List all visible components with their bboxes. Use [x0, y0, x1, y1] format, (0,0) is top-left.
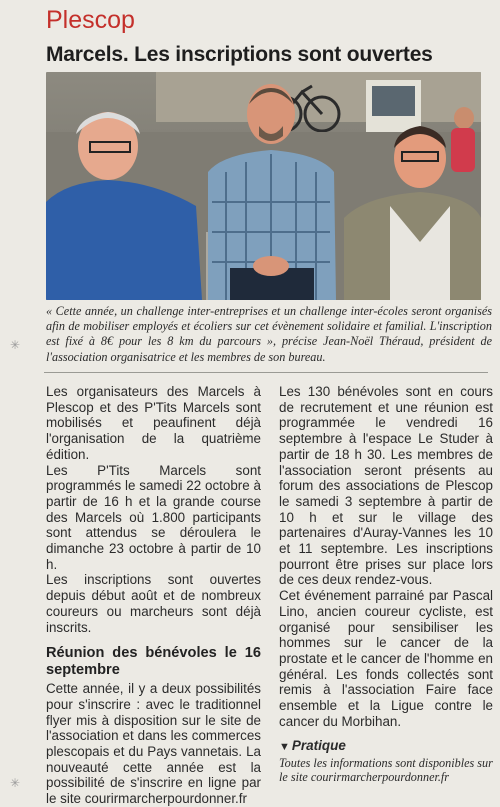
- triangle-down-icon: ▼: [279, 741, 290, 754]
- left-column: [46, 384, 261, 807]
- paragraph: Les 130 bénévoles sont en cours de recrutement et une réunion est programmée le vendredi 16 septembre à l'espace Le Studer à partir de 18 h 30. Les membres de l'association seront présents au forum des associations de Plescop le samedi 3 septembre à partir de 10 h et sur le village des partenaires d'Auray-Vannes les 10 et 11 septembre. Les inscriptions pourront être prises sur place lors de ces deux rendez-vous.: [279, 384, 493, 588]
- paragraph: Les organisateurs des Marcels à Plescop et des P'Tits Marcels sont mobilisés et peaufinent déjà l'organisation de la quatrième édition.: [46, 384, 261, 462]
- paragraph: Les inscriptions sont ouvertes depuis début août et de nombreux coureurs ou marcheurs sont déjà inscrits.: [46, 572, 261, 635]
- pratique-title: Pratique: [291, 738, 346, 754]
- subheading: Réunion des bénévoles le 16 septembre: [46, 645, 261, 679]
- photo-illustration: [46, 72, 481, 300]
- headline: Marcels. Les inscriptions sont ouvertes: [46, 43, 433, 66]
- paragraph: Cette année, il y a deux possibilités pour s'inscrire : avec le traditionnel flyer mis à disposition sur le site de l'association et dans les commerces plescopais et du Pays vannetais. La nouveauté cette année est la possibilité de s'inscrire en ligne par le site courirmarcherpourdonner.fr: [46, 681, 261, 807]
- caption-divider: [44, 372, 488, 373]
- right-column: [279, 384, 493, 785]
- paragraph: Les P'Tits Marcels sont programmés le samedi 22 octobre à partir de 16 h et la grande course des Marcels où 1.800 participants sont attendus se déroulera le dimanche 23 octobre à partir de 10 h.: [46, 462, 261, 572]
- margin-flourish-icon: ✳: [10, 776, 21, 790]
- pratique-heading: [279, 739, 493, 755]
- section-label: Plescop: [46, 6, 135, 34]
- pratique-text: Toutes les informations sont disponibles sur le site courirmarcherpourdonner.fr: [279, 755, 493, 785]
- margin-flourish-icon: ✳: [10, 338, 21, 352]
- article-photo: [46, 72, 481, 300]
- pratique-box: [279, 739, 493, 785]
- paragraph: Cet événement parrainé par Pascal Lino, ancien coureur cycliste, est organisé pour sensibiliser les hommes sur le cancer de la prostate et le cancer de l'homme en général. Les fonds collectés sont remis à l'association Faire face ensemble et la Ligue contre le cancer du Morbihan.: [279, 588, 493, 729]
- photo-caption: « Cette année, un challenge inter-entreprises et un challenge inter-écoles seront organisés afin de mobiliser employés et écoliers sur cet évènement solidaire et familial. L'inscription est fixé à 8€ pour les 8 km du parcours », précise Jean-Noël Théraud, président de l'association organisatrice et les membres de son bureau.: [46, 304, 492, 364]
